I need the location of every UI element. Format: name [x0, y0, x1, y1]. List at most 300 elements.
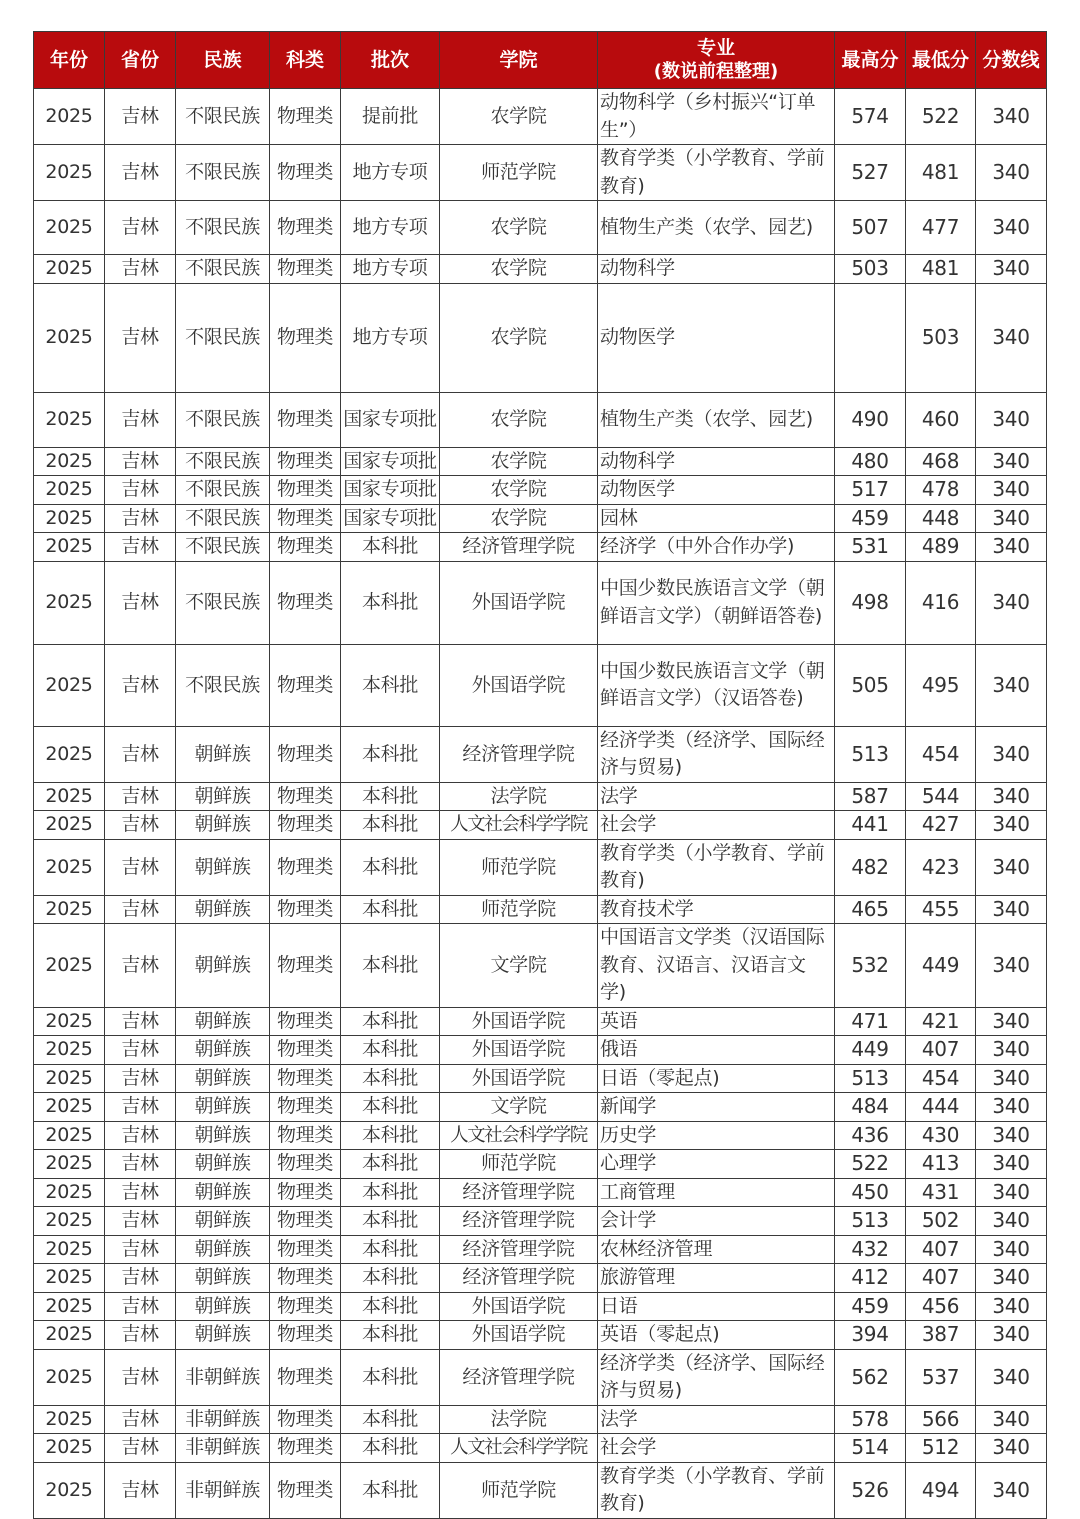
- cell-major: 历史学: [598, 1121, 835, 1150]
- cell-province: 吉林: [105, 255, 176, 284]
- cell-max-score: 532: [835, 924, 906, 1008]
- cell-major: 教育学类（小学教育、学前教育): [598, 145, 835, 201]
- cell-max-score: [835, 283, 906, 392]
- cell-year: 2025: [34, 1264, 105, 1293]
- header-year: 年份: [34, 32, 105, 89]
- cell-cutoff: 340: [976, 89, 1047, 145]
- cell-province: 吉林: [105, 1178, 176, 1207]
- cell-max-score: 484: [835, 1093, 906, 1122]
- cell-batch: 国家专项批: [341, 447, 440, 476]
- cell-major: 教育学类（小学教育、学前教育): [598, 1462, 835, 1518]
- cell-max-score: 432: [835, 1235, 906, 1264]
- cell-year: 2025: [34, 145, 105, 201]
- cell-major: 中国语言文学类（汉语国际教育、汉语言、汉语言文学): [598, 924, 835, 1008]
- cell-cutoff: 340: [976, 201, 1047, 255]
- cell-year: 2025: [34, 1292, 105, 1321]
- cell-max-score: 514: [835, 1434, 906, 1463]
- cell-province: 吉林: [105, 782, 176, 811]
- cell-province: 吉林: [105, 283, 176, 392]
- cell-year: 2025: [34, 533, 105, 562]
- cell-year: 2025: [34, 811, 105, 840]
- cell-college: 经济管理学院: [440, 533, 598, 562]
- cell-province: 吉林: [105, 1007, 176, 1036]
- cell-min-score: 407: [906, 1264, 976, 1293]
- cell-max-score: 459: [835, 504, 906, 533]
- cell-college: 外国语学院: [440, 644, 598, 726]
- cell-ethnicity: 朝鲜族: [176, 1150, 270, 1179]
- cell-province: 吉林: [105, 1150, 176, 1179]
- cell-province: 吉林: [105, 1292, 176, 1321]
- cell-cutoff: 340: [976, 1405, 1047, 1434]
- cell-major: 经济学（中外合作办学): [598, 533, 835, 562]
- cell-category: 物理类: [270, 839, 341, 895]
- cell-year: 2025: [34, 782, 105, 811]
- table-row: [34, 1064, 1047, 1093]
- cell-min-score: 454: [906, 726, 976, 782]
- cell-category: 物理类: [270, 447, 341, 476]
- cell-cutoff: 340: [976, 1007, 1047, 1036]
- cell-min-score: 477: [906, 201, 976, 255]
- cell-min-score: 407: [906, 1235, 976, 1264]
- cell-batch: 本科批: [341, 782, 440, 811]
- cell-province: 吉林: [105, 1207, 176, 1236]
- cell-college: 农学院: [440, 255, 598, 284]
- cell-min-score: 460: [906, 392, 976, 447]
- cell-max-score: 527: [835, 145, 906, 201]
- cell-year: 2025: [34, 283, 105, 392]
- cell-year: 2025: [34, 1150, 105, 1179]
- cell-major: 教育技术学: [598, 895, 835, 924]
- table-row: [34, 895, 1047, 924]
- cell-category: 物理类: [270, 1235, 341, 1264]
- cell-category: 物理类: [270, 1434, 341, 1463]
- cell-category: 物理类: [270, 392, 341, 447]
- table-row: [34, 201, 1047, 255]
- table-body: [34, 89, 1047, 1519]
- cell-college: 经济管理学院: [440, 1235, 598, 1264]
- cell-ethnicity: 非朝鲜族: [176, 1462, 270, 1518]
- cell-college: 外国语学院: [440, 1036, 598, 1065]
- table-row: [34, 1178, 1047, 1207]
- cell-category: 物理类: [270, 533, 341, 562]
- table-row: [34, 811, 1047, 840]
- cell-max-score: 482: [835, 839, 906, 895]
- cell-batch: 本科批: [341, 1349, 440, 1405]
- cell-max-score: 513: [835, 726, 906, 782]
- cell-min-score: 566: [906, 1405, 976, 1434]
- cell-min-score: 494: [906, 1462, 976, 1518]
- table-row: [34, 1292, 1047, 1321]
- cell-province: 吉林: [105, 1462, 176, 1518]
- cell-cutoff: 340: [976, 726, 1047, 782]
- cell-cutoff: 340: [976, 1321, 1047, 1350]
- cell-min-score: 489: [906, 533, 976, 562]
- cell-batch: 本科批: [341, 644, 440, 726]
- cell-max-score: 490: [835, 392, 906, 447]
- cell-ethnicity: 朝鲜族: [176, 924, 270, 1008]
- cell-year: 2025: [34, 726, 105, 782]
- cell-cutoff: 340: [976, 283, 1047, 392]
- cell-province: 吉林: [105, 447, 176, 476]
- cell-category: 物理类: [270, 255, 341, 284]
- cell-ethnicity: 朝鲜族: [176, 811, 270, 840]
- cell-min-score: 387: [906, 1321, 976, 1350]
- cell-ethnicity: 朝鲜族: [176, 726, 270, 782]
- cell-cutoff: 340: [976, 1178, 1047, 1207]
- cell-major: 旅游管理: [598, 1264, 835, 1293]
- cell-year: 2025: [34, 1434, 105, 1463]
- cell-ethnicity: 不限民族: [176, 561, 270, 644]
- cell-year: 2025: [34, 1207, 105, 1236]
- cell-college: 农学院: [440, 201, 598, 255]
- cell-category: 物理类: [270, 1292, 341, 1321]
- cell-major: 英语（零起点): [598, 1321, 835, 1350]
- cell-max-score: 459: [835, 1292, 906, 1321]
- cell-major: 植物生产类（农学、园艺): [598, 392, 835, 447]
- cell-cutoff: 340: [976, 1462, 1047, 1518]
- cell-batch: 本科批: [341, 726, 440, 782]
- cell-cutoff: 340: [976, 1292, 1047, 1321]
- cell-major: 动物科学: [598, 255, 835, 284]
- table-row: [34, 1235, 1047, 1264]
- cell-min-score: 512: [906, 1434, 976, 1463]
- cell-college: 师范学院: [440, 1462, 598, 1518]
- cell-category: 物理类: [270, 1064, 341, 1093]
- cell-province: 吉林: [105, 811, 176, 840]
- cell-province: 吉林: [105, 1349, 176, 1405]
- cell-province: 吉林: [105, 726, 176, 782]
- cell-category: 物理类: [270, 1093, 341, 1122]
- cell-max-score: 505: [835, 644, 906, 726]
- cell-max-score: 562: [835, 1349, 906, 1405]
- cell-category: 物理类: [270, 726, 341, 782]
- cell-college: 外国语学院: [440, 561, 598, 644]
- header-max-score: 最高分: [835, 32, 906, 89]
- cell-year: 2025: [34, 1178, 105, 1207]
- cell-college: 外国语学院: [440, 1064, 598, 1093]
- cell-max-score: 441: [835, 811, 906, 840]
- cell-max-score: 436: [835, 1121, 906, 1150]
- cell-min-score: 455: [906, 895, 976, 924]
- cell-year: 2025: [34, 644, 105, 726]
- cell-year: 2025: [34, 839, 105, 895]
- cell-year: 2025: [34, 1036, 105, 1065]
- cell-major: 教育学类（小学教育、学前教育): [598, 839, 835, 895]
- header-major: [598, 32, 835, 89]
- cell-year: 2025: [34, 1462, 105, 1518]
- cell-batch: 本科批: [341, 895, 440, 924]
- cell-province: 吉林: [105, 201, 176, 255]
- cell-year: 2025: [34, 924, 105, 1008]
- cell-year: 2025: [34, 561, 105, 644]
- cell-cutoff: 340: [976, 255, 1047, 284]
- cell-major: 法学: [598, 1405, 835, 1434]
- cell-category: 物理类: [270, 283, 341, 392]
- cell-cutoff: 340: [976, 476, 1047, 505]
- cell-batch: 本科批: [341, 811, 440, 840]
- cell-batch: 本科批: [341, 1121, 440, 1150]
- cell-ethnicity: 朝鲜族: [176, 1036, 270, 1065]
- cell-min-score: 427: [906, 811, 976, 840]
- cell-cutoff: 340: [976, 1093, 1047, 1122]
- cell-cutoff: 340: [976, 504, 1047, 533]
- cell-ethnicity: 朝鲜族: [176, 1064, 270, 1093]
- cell-batch: 本科批: [341, 1405, 440, 1434]
- cell-year: 2025: [34, 1064, 105, 1093]
- table-row: [34, 1321, 1047, 1350]
- header-ethnicity: 民族: [176, 32, 270, 89]
- cell-category: 物理类: [270, 782, 341, 811]
- cell-max-score: 526: [835, 1462, 906, 1518]
- cell-college: 人文社会科学学院: [440, 1121, 598, 1150]
- table-row: [34, 1207, 1047, 1236]
- cell-cutoff: 340: [976, 1349, 1047, 1405]
- cell-ethnicity: 朝鲜族: [176, 1235, 270, 1264]
- cell-cutoff: 340: [976, 839, 1047, 895]
- cell-major: 动物科学: [598, 447, 835, 476]
- cell-batch: 本科批: [341, 1036, 440, 1065]
- cell-province: 吉林: [105, 561, 176, 644]
- cell-batch: 本科批: [341, 1434, 440, 1463]
- table-row: [34, 1462, 1047, 1518]
- cell-ethnicity: 朝鲜族: [176, 839, 270, 895]
- table-row: [34, 924, 1047, 1008]
- cell-max-score: 522: [835, 1150, 906, 1179]
- header-province: 省份: [105, 32, 176, 89]
- cell-college: 经济管理学院: [440, 1264, 598, 1293]
- table-row: [34, 782, 1047, 811]
- table-row: [34, 283, 1047, 392]
- cell-cutoff: 340: [976, 1064, 1047, 1093]
- cell-batch: 本科批: [341, 1064, 440, 1093]
- table-row: [34, 533, 1047, 562]
- cell-category: 物理类: [270, 201, 341, 255]
- cell-min-score: 431: [906, 1178, 976, 1207]
- cell-year: 2025: [34, 1093, 105, 1122]
- cell-cutoff: 340: [976, 811, 1047, 840]
- cell-min-score: 478: [906, 476, 976, 505]
- cell-min-score: 468: [906, 447, 976, 476]
- cell-max-score: 498: [835, 561, 906, 644]
- cell-province: 吉林: [105, 89, 176, 145]
- cell-college: 文学院: [440, 1093, 598, 1122]
- cell-major: 俄语: [598, 1036, 835, 1065]
- cell-min-score: 423: [906, 839, 976, 895]
- cell-major: 中国少数民族语言文学（朝鲜语言文学）（汉语答卷): [598, 644, 835, 726]
- table-row: [34, 145, 1047, 201]
- cell-min-score: 502: [906, 1207, 976, 1236]
- cell-batch: 本科批: [341, 533, 440, 562]
- cell-batch: 国家专项批: [341, 392, 440, 447]
- cell-ethnicity: 非朝鲜族: [176, 1405, 270, 1434]
- cell-max-score: 507: [835, 201, 906, 255]
- cell-category: 物理类: [270, 145, 341, 201]
- cell-batch: 本科批: [341, 924, 440, 1008]
- table-row: [34, 447, 1047, 476]
- cell-category: 物理类: [270, 1007, 341, 1036]
- cell-batch: 本科批: [341, 1264, 440, 1293]
- table-row: [34, 1405, 1047, 1434]
- header-category: 科类: [270, 32, 341, 89]
- cell-category: 物理类: [270, 1462, 341, 1518]
- cell-province: 吉林: [105, 504, 176, 533]
- cell-major: 工商管理: [598, 1178, 835, 1207]
- cell-year: 2025: [34, 1121, 105, 1150]
- table-row: [34, 1036, 1047, 1065]
- table-row: [34, 255, 1047, 284]
- cell-batch: 本科批: [341, 1235, 440, 1264]
- header-min-score: 最低分: [906, 32, 976, 89]
- cell-year: 2025: [34, 392, 105, 447]
- cell-province: 吉林: [105, 533, 176, 562]
- cell-ethnicity: 朝鲜族: [176, 1121, 270, 1150]
- cell-ethnicity: 朝鲜族: [176, 782, 270, 811]
- table-row: [34, 726, 1047, 782]
- cell-max-score: 394: [835, 1321, 906, 1350]
- cell-category: 物理类: [270, 561, 341, 644]
- cell-category: 物理类: [270, 1405, 341, 1434]
- table-header: [34, 32, 1047, 89]
- cell-college: 外国语学院: [440, 1007, 598, 1036]
- cell-province: 吉林: [105, 145, 176, 201]
- cell-batch: 本科批: [341, 839, 440, 895]
- cell-min-score: 481: [906, 255, 976, 284]
- table-row: [34, 1150, 1047, 1179]
- table-row: [34, 1349, 1047, 1405]
- cell-batch: 国家专项批: [341, 504, 440, 533]
- cell-batch: 地方专项: [341, 145, 440, 201]
- table-row: [34, 476, 1047, 505]
- cell-college: 经济管理学院: [440, 1349, 598, 1405]
- cell-cutoff: 340: [976, 447, 1047, 476]
- cell-category: 物理类: [270, 1121, 341, 1150]
- cell-min-score: 454: [906, 1064, 976, 1093]
- cell-category: 物理类: [270, 924, 341, 1008]
- cell-min-score: 444: [906, 1093, 976, 1122]
- cell-province: 吉林: [105, 1434, 176, 1463]
- cell-province: 吉林: [105, 476, 176, 505]
- cell-min-score: 407: [906, 1036, 976, 1065]
- cell-college: 人文社会科学学院: [440, 1434, 598, 1463]
- header-college: 学院: [440, 32, 598, 89]
- cell-year: 2025: [34, 476, 105, 505]
- cell-batch: 地方专项: [341, 255, 440, 284]
- cell-ethnicity: 不限民族: [176, 201, 270, 255]
- cell-year: 2025: [34, 255, 105, 284]
- cell-batch: 本科批: [341, 1462, 440, 1518]
- cell-ethnicity: 不限民族: [176, 392, 270, 447]
- cell-college: 师范学院: [440, 839, 598, 895]
- cell-max-score: 465: [835, 895, 906, 924]
- cell-college: 农学院: [440, 447, 598, 476]
- cell-batch: 本科批: [341, 1207, 440, 1236]
- cell-major: 日语（零起点): [598, 1064, 835, 1093]
- header-major-subtitle: (数说前程整理): [653, 61, 779, 82]
- cell-cutoff: 340: [976, 924, 1047, 1008]
- cell-batch: 地方专项: [341, 201, 440, 255]
- cell-min-score: 503: [906, 283, 976, 392]
- cell-batch: 本科批: [341, 561, 440, 644]
- cell-cutoff: 340: [976, 782, 1047, 811]
- cell-province: 吉林: [105, 1093, 176, 1122]
- cell-batch: 地方专项: [341, 283, 440, 392]
- cell-batch: 本科批: [341, 1321, 440, 1350]
- cell-province: 吉林: [105, 1036, 176, 1065]
- cell-year: 2025: [34, 1405, 105, 1434]
- cell-major: 经济学类（经济学、国际经济与贸易): [598, 726, 835, 782]
- cell-batch: 本科批: [341, 1178, 440, 1207]
- table-row: [34, 1264, 1047, 1293]
- cell-cutoff: 340: [976, 533, 1047, 562]
- cell-major: 园林: [598, 504, 835, 533]
- cell-college: 师范学院: [440, 895, 598, 924]
- table-row: [34, 504, 1047, 533]
- cell-major: 农林经济管理: [598, 1235, 835, 1264]
- header-major-title: 专业: [696, 37, 735, 59]
- cell-category: 物理类: [270, 644, 341, 726]
- cell-cutoff: 340: [976, 1121, 1047, 1150]
- cell-category: 物理类: [270, 1150, 341, 1179]
- cell-major: 植物生产类（农学、园艺): [598, 201, 835, 255]
- cell-max-score: 513: [835, 1207, 906, 1236]
- cell-cutoff: 340: [976, 1264, 1047, 1293]
- cell-max-score: 531: [835, 533, 906, 562]
- cell-min-score: 449: [906, 924, 976, 1008]
- table-row: [34, 392, 1047, 447]
- cell-college: 人文社会科学学院: [440, 811, 598, 840]
- cell-max-score: 503: [835, 255, 906, 284]
- cell-year: 2025: [34, 201, 105, 255]
- cell-category: 物理类: [270, 1207, 341, 1236]
- cell-major: 动物医学: [598, 476, 835, 505]
- cell-cutoff: 340: [976, 895, 1047, 924]
- cell-max-score: 449: [835, 1036, 906, 1065]
- cell-college: 外国语学院: [440, 1321, 598, 1350]
- cell-major: 会计学: [598, 1207, 835, 1236]
- cell-province: 吉林: [105, 1321, 176, 1350]
- cell-major: 法学: [598, 782, 835, 811]
- cell-category: 物理类: [270, 1321, 341, 1350]
- table-row: [34, 839, 1047, 895]
- cell-major: 中国少数民族语言文学（朝鲜语言文学）（朝鲜语答卷): [598, 561, 835, 644]
- cell-min-score: 481: [906, 145, 976, 201]
- cell-college: 外国语学院: [440, 1292, 598, 1321]
- cell-college: 文学院: [440, 924, 598, 1008]
- cell-province: 吉林: [105, 392, 176, 447]
- cell-year: 2025: [34, 1007, 105, 1036]
- cell-year: 2025: [34, 1321, 105, 1350]
- table-row: [34, 1093, 1047, 1122]
- table-row: [34, 561, 1047, 644]
- cell-ethnicity: 不限民族: [176, 447, 270, 476]
- cell-major: 英语: [598, 1007, 835, 1036]
- cell-year: 2025: [34, 1349, 105, 1405]
- cell-category: 物理类: [270, 1036, 341, 1065]
- cell-college: 师范学院: [440, 145, 598, 201]
- cell-year: 2025: [34, 895, 105, 924]
- cell-province: 吉林: [105, 924, 176, 1008]
- cell-min-score: 413: [906, 1150, 976, 1179]
- cell-max-score: 471: [835, 1007, 906, 1036]
- cell-ethnicity: 朝鲜族: [176, 1292, 270, 1321]
- cell-batch: 本科批: [341, 1292, 440, 1321]
- cell-max-score: 480: [835, 447, 906, 476]
- cell-province: 吉林: [105, 1264, 176, 1293]
- cell-college: 经济管理学院: [440, 726, 598, 782]
- cell-ethnicity: 不限民族: [176, 89, 270, 145]
- cell-category: 物理类: [270, 89, 341, 145]
- cell-batch: 提前批: [341, 89, 440, 145]
